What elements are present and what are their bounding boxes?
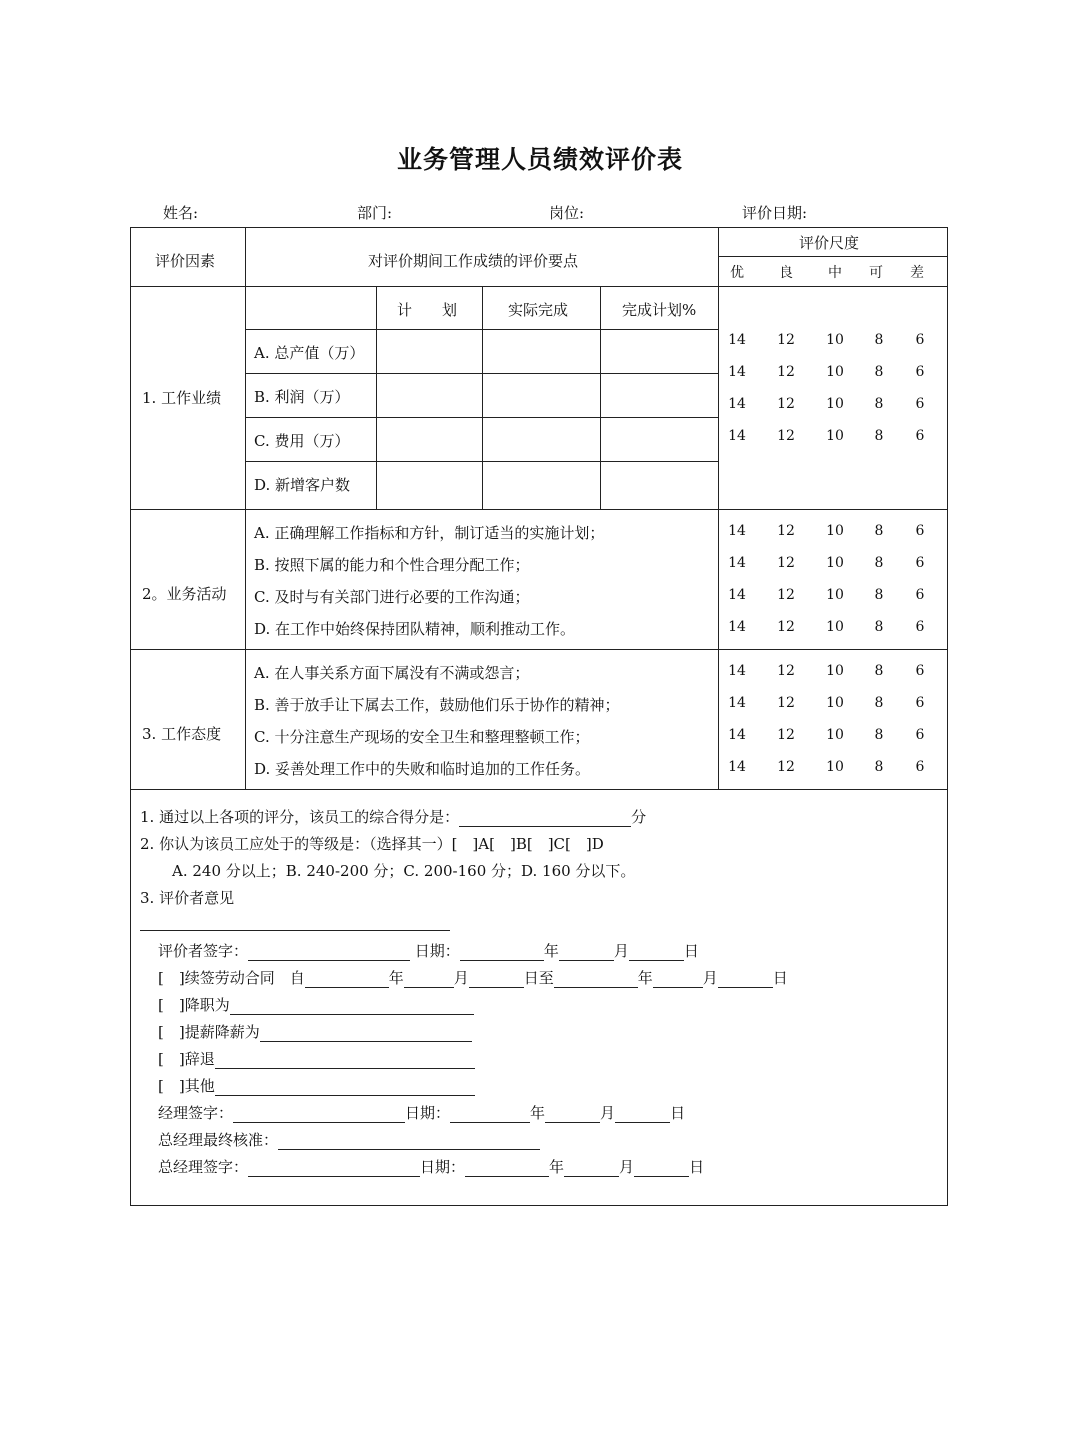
- name-label: 姓名:: [163, 204, 199, 222]
- score-cell: 6: [915, 396, 925, 412]
- score-cell: 6: [915, 523, 925, 539]
- score-cell: 10: [826, 332, 844, 348]
- score-cell: 6: [915, 619, 925, 635]
- gm-sign-line: [158, 1156, 704, 1177]
- date-label: 日期：: [405, 1104, 451, 1122]
- gm-sign-label: 总经理签字：: [158, 1158, 249, 1176]
- score-cell: 14: [728, 555, 746, 571]
- manager-sign-blank[interactable]: [233, 1106, 405, 1123]
- score-cell: 6: [915, 555, 925, 571]
- score-cell: 12: [777, 587, 795, 603]
- header-evaluation-scale: 评价尺度: [799, 234, 860, 252]
- opinion-blank[interactable]: [140, 930, 450, 931]
- activity-item: D. 在工作中始终保持团队精神，顺利推动工作。: [254, 620, 576, 638]
- column-plan: 计 划: [397, 301, 458, 319]
- score-cell: 12: [777, 619, 795, 635]
- demote-blank[interactable]: [230, 998, 474, 1015]
- header-evaluation-factor: 评价因素: [155, 252, 216, 270]
- position-label: 岗位:: [549, 204, 585, 222]
- grade-average: 中: [828, 265, 842, 281]
- year-label: 年: [530, 1104, 546, 1122]
- score-cell: 8: [874, 523, 884, 539]
- grade-poor: 差: [910, 265, 924, 281]
- renew-day-blank[interactable]: [469, 971, 524, 988]
- row-new-customers: D. 新增客户数: [254, 476, 351, 494]
- score-cell: 10: [826, 695, 844, 711]
- score-cell: 8: [874, 695, 884, 711]
- section-work-performance-label: 1. 工作业绩: [142, 389, 222, 407]
- renew-contract-line: [158, 967, 788, 988]
- salary-adjust-option[interactable]: [ ]提薪降薪为: [158, 1023, 260, 1041]
- row-expenses: C. 费用（万）: [254, 432, 350, 450]
- score-cell: 14: [728, 332, 746, 348]
- grade-good: 良: [779, 265, 793, 281]
- day-label: 日: [689, 1158, 705, 1176]
- grade-choice-line: 2. 你认为该员工应处于的等级是：（选择其一）[ ]A[ ]B[ ]C[ ]D: [140, 835, 604, 853]
- score-cell: 14: [728, 587, 746, 603]
- score-cell: 8: [874, 619, 884, 635]
- evaluator-sign-label: 评价者签字：: [158, 942, 249, 960]
- score-cell: 12: [777, 332, 795, 348]
- gm-approval-line: [158, 1129, 540, 1150]
- score-cell: 12: [777, 428, 795, 444]
- column-actual: 实际完成: [508, 301, 569, 319]
- score-cell: 14: [728, 428, 746, 444]
- score-cell: 14: [728, 364, 746, 380]
- renew-end-day-blank[interactable]: [718, 971, 773, 988]
- month-label: 月: [619, 1158, 635, 1176]
- renew-end-month-blank[interactable]: [653, 971, 703, 988]
- day-to-label: 日至: [523, 969, 554, 987]
- column-completion-rate: 完成计划%: [622, 301, 697, 319]
- day-label: 日: [670, 1104, 686, 1122]
- year-label: 年: [388, 969, 404, 987]
- gm-approval-blank[interactable]: [278, 1133, 540, 1150]
- day-blank[interactable]: [629, 944, 684, 961]
- total-score-line: [140, 806, 646, 827]
- score-cell: 12: [777, 727, 795, 743]
- year-label: 年: [549, 1158, 565, 1176]
- score-cell: 6: [915, 364, 925, 380]
- score-cell: 10: [826, 523, 844, 539]
- score-cell: 14: [728, 396, 746, 412]
- score-cell: 8: [874, 364, 884, 380]
- score-cell: 12: [777, 523, 795, 539]
- date-label: 日期：: [420, 1158, 466, 1176]
- score-cell: 8: [874, 663, 884, 679]
- evaluator-opinion-label: 3. 评价者意见: [140, 889, 235, 907]
- dismiss-blank[interactable]: [215, 1052, 475, 1069]
- score-cell: 10: [826, 759, 844, 775]
- score-cell: 12: [777, 364, 795, 380]
- evaluator-sign-blank[interactable]: [248, 944, 410, 961]
- day-label: 日: [683, 942, 699, 960]
- score-cell: 6: [915, 727, 925, 743]
- gm-approval-label: 总经理最终核准：: [158, 1131, 279, 1149]
- score-cell: 8: [874, 727, 884, 743]
- row-total-output: A. 总产值（万）: [254, 344, 365, 362]
- score-cell: 8: [874, 759, 884, 775]
- other-blank[interactable]: [215, 1079, 475, 1096]
- attitude-item: A. 在人事关系方面下属没有不满或怨言；: [254, 664, 530, 682]
- score-cell: 14: [728, 523, 746, 539]
- department-label: 部门:: [357, 204, 393, 222]
- renew-year-blank[interactable]: [305, 971, 389, 988]
- activity-item: A. 正确理解工作指标和方针，制订适当的实施计划；: [254, 524, 605, 542]
- score-cell: 10: [826, 619, 844, 635]
- score-cell: 14: [728, 759, 746, 775]
- score-cell: 8: [874, 555, 884, 571]
- header-evaluation-points: 对评价期间工作成绩的评价要点: [368, 252, 579, 270]
- month-blank[interactable]: [564, 1160, 619, 1177]
- grade-criteria-line: A. 240 分以上；B. 240-200 分；C. 200-160 分；D. 160 分以下。: [172, 862, 636, 880]
- score-cell: 10: [826, 555, 844, 571]
- year-label: 年: [543, 942, 559, 960]
- month-label: 月: [702, 969, 718, 987]
- demote-line: [158, 994, 474, 1015]
- score-cell: 10: [826, 428, 844, 444]
- score-cell: 10: [826, 364, 844, 380]
- score-cell: 12: [777, 396, 795, 412]
- demote-option[interactable]: [ ]降职为: [158, 996, 230, 1014]
- attitude-item: B. 善于放手让下属去工作，鼓励他们乐于协作的精神；: [254, 696, 620, 714]
- score-cell: 12: [777, 663, 795, 679]
- score-cell: 8: [874, 428, 884, 444]
- score-cell: 6: [915, 587, 925, 603]
- salary-adjust-blank[interactable]: [260, 1025, 472, 1042]
- score-cell: 6: [915, 759, 925, 775]
- grade-excellent: 优: [730, 265, 744, 281]
- row-profit: B. 利润（万）: [254, 388, 350, 406]
- renew-contract-option[interactable]: [ ]续签劳动合同 自: [158, 969, 305, 987]
- salary-adjust-line: [158, 1021, 472, 1042]
- points-unit: 分: [631, 808, 647, 826]
- year-blank[interactable]: [460, 944, 544, 961]
- manager-sign-line: [158, 1102, 685, 1123]
- score-cell: 6: [915, 695, 925, 711]
- date-label: 日期：: [414, 942, 460, 960]
- manager-sign-label: 经理签字：: [158, 1104, 234, 1122]
- day-label: 日: [772, 969, 788, 987]
- score-cell: 14: [728, 695, 746, 711]
- score-cell: 10: [826, 396, 844, 412]
- section-work-attitude-label: 3. 工作态度: [142, 725, 222, 743]
- score-cell: 14: [728, 663, 746, 679]
- page-title: 业务管理人员绩效评价表: [396, 145, 683, 174]
- dismiss-option[interactable]: [ ]辞退: [158, 1050, 215, 1068]
- attitude-item: C. 十分注意生产现场的安全卫生和整理整顿工作；: [254, 728, 590, 746]
- score-cell: 10: [826, 587, 844, 603]
- score-cell: 8: [874, 396, 884, 412]
- score-cell: 6: [915, 663, 925, 679]
- grade-fair: 可: [869, 265, 883, 281]
- renew-month-blank[interactable]: [404, 971, 454, 988]
- month-blank[interactable]: [559, 944, 614, 961]
- total-score-blank[interactable]: [459, 810, 631, 827]
- year-blank[interactable]: [450, 1106, 530, 1123]
- score-cell: 10: [826, 663, 844, 679]
- other-line: [158, 1075, 475, 1096]
- dismiss-line: [158, 1048, 475, 1069]
- activity-item: C. 及时与有关部门进行必要的工作沟通；: [254, 588, 530, 606]
- gm-sign-blank[interactable]: [248, 1160, 420, 1177]
- month-label: 月: [453, 969, 469, 987]
- year-label: 年: [637, 969, 653, 987]
- total-score-prompt: 1. 通过以上各项的评分，该员工的综合得分是：: [140, 808, 460, 826]
- score-cell: 12: [777, 759, 795, 775]
- evaluator-sign-line: [158, 940, 699, 961]
- renew-end-year-blank[interactable]: [554, 971, 638, 988]
- evaluation-date-label: 评价日期:: [742, 204, 808, 222]
- activity-item: B. 按照下属的能力和个性合理分配工作；: [254, 556, 530, 574]
- day-blank[interactable]: [615, 1106, 670, 1123]
- attitude-item: D. 妥善处理工作中的失败和临时追加的工作任务。: [254, 760, 591, 778]
- month-label: 月: [613, 942, 629, 960]
- score-cell: 14: [728, 619, 746, 635]
- other-option[interactable]: [ ]其他: [158, 1077, 215, 1095]
- section-business-activities-label: 2。业务活动: [142, 585, 227, 603]
- score-cell: 6: [915, 428, 925, 444]
- score-cell: 8: [874, 332, 884, 348]
- month-label: 月: [600, 1104, 616, 1122]
- score-cell: 12: [777, 555, 795, 571]
- day-blank[interactable]: [634, 1160, 689, 1177]
- year-blank[interactable]: [465, 1160, 549, 1177]
- score-cell: 14: [728, 727, 746, 743]
- score-cell: 8: [874, 587, 884, 603]
- score-cell: 10: [826, 727, 844, 743]
- score-cell: 6: [915, 332, 925, 348]
- month-blank[interactable]: [545, 1106, 600, 1123]
- score-cell: 12: [777, 695, 795, 711]
